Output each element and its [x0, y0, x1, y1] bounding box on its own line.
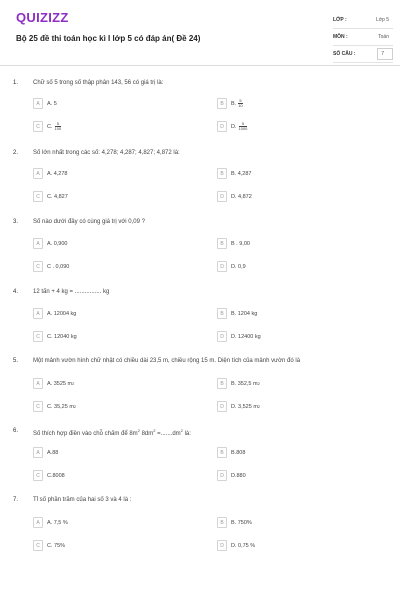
option-letter: D: [217, 470, 227, 481]
question-text-part: Số thích hợp điền vào chỗ chấm để 8m: [33, 431, 138, 437]
option-d[interactable]: [217, 120, 247, 133]
option-d[interactable]: [217, 260, 246, 273]
fraction-numerator: 5: [56, 120, 59, 126]
superscript: 2: [73, 404, 77, 409]
quizizz-logo: QUIZIZZ: [16, 10, 69, 25]
option-text: B. 750%: [231, 519, 252, 526]
option-a[interactable]: [33, 377, 74, 390]
option-letter: A: [33, 517, 43, 528]
option-text: B.808: [231, 449, 246, 456]
question-number: 1.: [13, 80, 19, 86]
option-a[interactable]: [33, 446, 58, 459]
meta-row-count: [333, 46, 393, 63]
option-letter: D: [217, 331, 227, 342]
option-c[interactable]: [33, 260, 69, 273]
option-d[interactable]: [217, 539, 255, 552]
option-text: A. 4,278: [47, 170, 68, 177]
fraction-denominator: 10: [238, 103, 243, 109]
option-text: A. 0,900: [47, 240, 68, 247]
option-letter: C: [33, 121, 43, 132]
option-a[interactable]: [33, 516, 68, 529]
option-letter: D: [217, 401, 227, 412]
superscript: 2: [257, 404, 261, 409]
meta-value: 7: [377, 48, 393, 60]
option-text: A. 12004 kg: [47, 310, 77, 317]
question-number: 7.: [13, 497, 19, 503]
meta-key: LỚP :: [333, 17, 347, 23]
option-letter: B: [217, 447, 227, 458]
option-a[interactable]: [33, 167, 68, 180]
option-letter: B: [217, 98, 227, 109]
option-text: A. 7,5 %: [47, 519, 68, 526]
worksheet-title: Bộ 25 đề thi toán học kì I lớp 5 có đáp án( Đề 24): [16, 34, 201, 43]
option-d[interactable]: [217, 190, 252, 203]
option-text: B. 4,287: [231, 170, 252, 177]
option-text: B. 1204 kg: [231, 310, 258, 317]
superscript: 2: [257, 381, 260, 386]
question-text: Một mảnh vườn hình chữ nhật có chiều dài 23,5 m, chiều rộng 15 m. Diện tích của mảnh vườn đó là: [33, 358, 301, 364]
option-letter: A: [33, 447, 43, 458]
question-number: 3.: [13, 219, 19, 225]
question-text: Chữ số 5 trong số thập phân 143, 56 có giá trị là:: [33, 80, 164, 86]
option-text: C.8008: [47, 472, 65, 479]
option-letter: C: [33, 540, 43, 551]
option-c[interactable]: [33, 400, 76, 413]
option-text: C. 35,25 m: [47, 403, 74, 410]
option-letter: A: [33, 168, 43, 179]
meta-row-subject: [333, 29, 393, 46]
option-text: D. 0,9: [231, 263, 246, 270]
option-letter: B: [217, 168, 227, 179]
option-c[interactable]: [33, 539, 65, 552]
question-text-part: 8dm: [139, 431, 154, 437]
option-letter: B: [217, 517, 227, 528]
option-text: B. 352,5 m: [231, 380, 258, 387]
superscript: 2: [137, 428, 140, 433]
meta-value: Lớp 5: [375, 17, 389, 23]
fraction: [55, 122, 62, 132]
option-c[interactable]: [33, 330, 77, 343]
fraction-numerator: 5: [239, 97, 242, 103]
fraction: [239, 122, 248, 132]
fraction-numerator: 5: [241, 120, 245, 126]
question-text: Số nào dưới đây có cùng giá trị với 0,09 ?: [33, 219, 145, 225]
meta-key: MÔN :: [333, 34, 348, 40]
option-text: A. 3525 m: [47, 380, 73, 387]
option-d[interactable]: [217, 400, 260, 413]
option-letter: A: [33, 378, 43, 389]
fraction-denominator: 100: [54, 126, 62, 132]
question-text: Tỉ số phần trăm của hai số 3 và 4 là :: [33, 497, 132, 503]
option-prefix: B.: [231, 100, 237, 107]
option-b[interactable]: [217, 377, 260, 390]
option-letter: D: [217, 121, 227, 132]
option-letter: C: [33, 470, 43, 481]
option-b[interactable]: [217, 237, 250, 250]
option-b[interactable]: [217, 97, 243, 110]
option-c[interactable]: [33, 120, 61, 133]
option-letter: B: [217, 378, 227, 389]
option-b[interactable]: [217, 307, 257, 320]
option-letter: C: [33, 191, 43, 202]
option-letter: C: [33, 401, 43, 412]
option-text: C. 4,827: [47, 193, 68, 200]
option-text: C. 75%: [47, 542, 66, 549]
question-number: 6.: [13, 428, 19, 434]
meta-table: [333, 12, 393, 63]
question-text: [33, 428, 191, 437]
option-c[interactable]: [33, 469, 65, 482]
option-letter: D: [217, 191, 227, 202]
option-letter: D: [217, 540, 227, 551]
option-text: D. 3,525 m: [231, 403, 258, 410]
superscript: 2: [72, 381, 75, 386]
option-text: D. 4,872: [231, 193, 252, 200]
question-number: 4.: [13, 289, 19, 295]
fraction: [238, 99, 242, 109]
option-letter: B: [217, 308, 227, 319]
meta-row-class: [333, 12, 393, 29]
meta-key: SỐ CÂU :: [333, 51, 356, 57]
question-text-part: =.......dm: [155, 431, 181, 437]
option-b[interactable]: [217, 516, 252, 529]
option-text: A. 5: [47, 100, 57, 107]
option-a[interactable]: [33, 307, 76, 320]
option-text: B . 9,00: [231, 240, 250, 247]
option-c[interactable]: [33, 190, 68, 203]
option-text: D. 0,75 %: [231, 542, 256, 549]
option-letter: C: [33, 261, 43, 272]
option-prefix: D.: [231, 123, 237, 130]
superscript: 2: [153, 428, 156, 433]
option-text: A.88: [47, 449, 59, 456]
question-number: 5.: [13, 358, 19, 364]
option-letter: C: [33, 331, 43, 342]
option-letter: A: [33, 98, 43, 109]
option-a[interactable]: [33, 237, 68, 250]
option-d[interactable]: [217, 330, 261, 343]
option-text: D. 12400 kg: [231, 333, 261, 340]
option-letter: D: [217, 261, 227, 272]
option-b[interactable]: [217, 446, 245, 459]
worksheet-header: [0, 0, 400, 64]
fraction-denominator: 1000: [238, 126, 248, 132]
question-text: 12 tấn + 4 kg = ................ kg: [33, 289, 110, 295]
question-number: 2.: [13, 150, 19, 156]
superscript: 2: [180, 428, 183, 433]
header-divider: [0, 65, 400, 66]
option-letter: A: [33, 238, 43, 249]
option-b[interactable]: [217, 167, 252, 180]
question-text: Số lớn nhất trong các số: 4,278; 4,287; 4,827; 4,872 là:: [33, 150, 180, 156]
question-text-part: là:: [182, 431, 191, 437]
meta-value: Toán: [378, 34, 389, 40]
option-text: C. 12040 kg: [47, 333, 77, 340]
option-letter: A: [33, 308, 43, 319]
option-text: D.880: [231, 472, 246, 479]
option-d[interactable]: [217, 469, 246, 482]
option-a[interactable]: [33, 97, 57, 110]
option-prefix: C.: [47, 123, 53, 130]
option-text: C . 0,090: [47, 263, 70, 270]
option-letter: B: [217, 238, 227, 249]
